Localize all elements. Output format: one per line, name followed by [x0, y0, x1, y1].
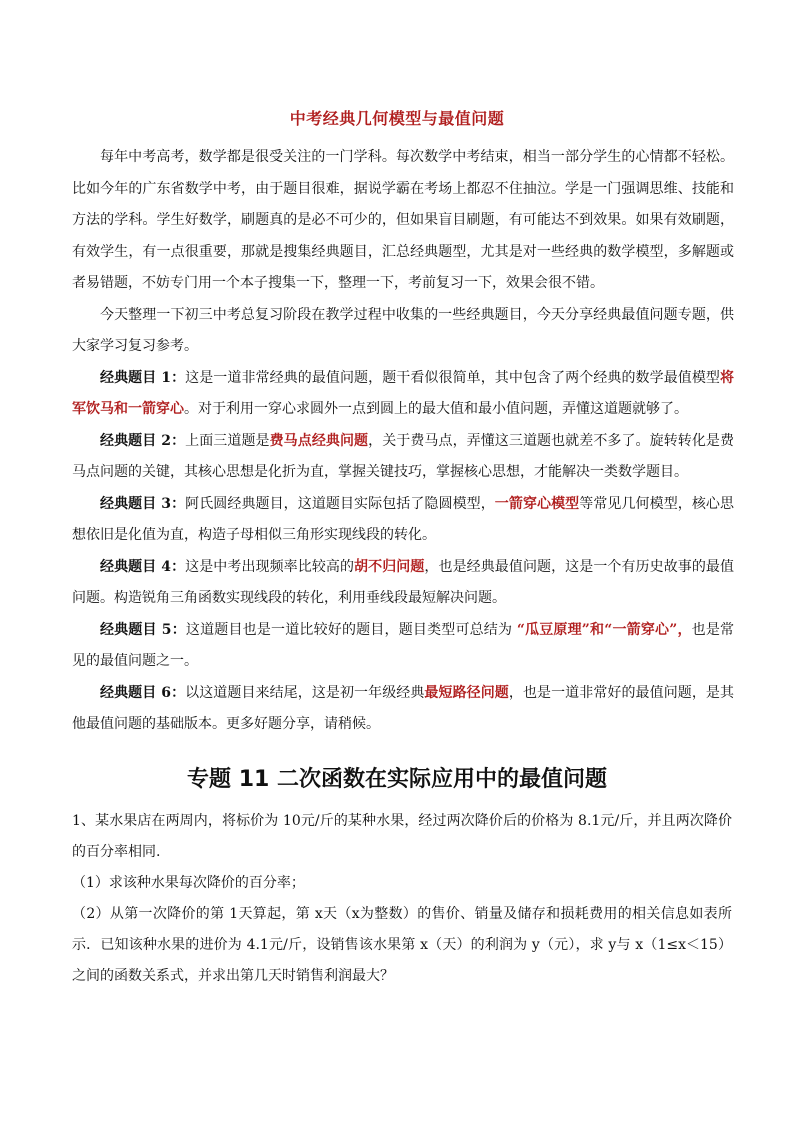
document-title: 中考经典几何模型与最值问题: [289, 109, 505, 128]
section-title: 专题 11 二次函数在实际应用中的最值问题: [187, 767, 607, 792]
classic-item-2: [72, 426, 734, 489]
classic-item-6: [72, 678, 734, 741]
question-part-2: （2）从第一次降价的第 1天算起，第 x天（x为整数）的售价、销量及储存和损耗费用的相关信息如表所示．已知该种水果的进价为 4.1元/斤，设销售该水果第 x（天）的利润为 y（元），求 y与 x（1≤x＜15）之间的函数关系式，并求出第几天时销售利润最大？: [72, 906, 732, 984]
item-text: 这是一道非常经典的最值问题，题干看似很简单，其中包含了两个经典的数学最值模型: [185, 369, 720, 386]
item-text: 以这道题目来结尾，这是初一年级经典: [185, 684, 425, 701]
question-part-1: （1）求该种水果每次降价的百分率；: [72, 875, 305, 891]
item-text: ，也是经典最值问题，这是一个有历史故事的最值问题。构造锐角三角函数实现线段的转化，利用垂线段最短解决问题。: [72, 558, 734, 606]
item-text: 这是中考出现频率比较高的: [185, 558, 355, 575]
item-label: 经典题目 6：: [100, 684, 186, 701]
item-text: 阿氏圆经典题目，这道题目实际包括了隐圆模型，: [185, 495, 495, 512]
item-label: 经典题目 4：: [100, 558, 186, 575]
item-highlight: “瓜豆原理”和“一箭穿心”，: [516, 621, 692, 638]
item-highlight: 一箭穿心模型: [494, 495, 580, 512]
item-text: 上面三道题是: [185, 432, 270, 449]
item-text: 这道题目也是一道比较好的题目，题目类型可总结为: [185, 621, 517, 638]
intro-section: [72, 142, 734, 741]
item-text: ，关于费马点，弄懂这三道题也就差不多了。旋转转化是费马点问题的关键，其核心思想是化折为直，掌握关键技巧，掌握核心思想，才能解决一类数学题目。: [72, 432, 734, 480]
item-highlight: 将军饮马和一箭穿心: [72, 369, 734, 417]
intro-paragraph-2: 今天整理一下初三中考总复习阶段在教学过程中收集的一些经典题目，今天分享经典最值问题专题，供大家学习复习参考。: [72, 306, 734, 354]
intro-paragraph-1: 每年中考高考，数学都是很受关注的一门学科。每次数学中考结束，相当一部分学生的心情都不轻松。比如今年的广东省数学中考，由于题目很难，据说学霸在考场上都忍不住抽泣。学是一门强调思维、技能和方法的学科。学生好数学，刷题真的是必不可少的，但如果盲目刷题，有可能达不到效果。如果有效刷题，有效学生，有一点很重要，那就是搜集经典题目，汇总经典题型，尤其是对一些经典的数学模型，多解题或者易错题，不妨专门用一个本子搜集一下，整理一下，考前复习一下，效果会很不错。: [72, 149, 734, 291]
classic-item-3: [72, 489, 734, 552]
item-label: 经典题目 1：: [100, 369, 186, 386]
item-text: ，也是一道非常好的最值问题，是其他最值问题的基础版本。更多好题分享，请稍候。: [72, 684, 734, 732]
item-text: 也是常见的最值问题之一。: [72, 621, 735, 669]
item-highlight: 胡不归问题: [354, 558, 425, 575]
item-label: 经典题目 3：: [100, 495, 186, 512]
item-label: 经典题目 5：: [100, 621, 186, 638]
item-text: 等常见几何模型，核心思想依旧是化值为直，构造子母相似三角形实现线段的转化。: [72, 495, 734, 543]
item-highlight: 最短路径问题: [424, 684, 509, 701]
question-stem: 1、某水果店在两周内，将标价为 10元/斤的某种水果，经过两次降价后的价格为 8.1元/斤，并且两次降价的百分率相同.: [72, 813, 732, 860]
classic-item-1: [72, 363, 734, 426]
item-text: 。对于利用一穿心求圆外一点到圆上的最大值和最小值问题，弄懂这道题就够了。: [184, 401, 688, 417]
classic-item-5: [72, 615, 734, 678]
item-highlight: 费马点经典问题: [269, 432, 369, 449]
question-block: [72, 806, 732, 992]
item-label: 经典题目 2：: [100, 432, 186, 449]
classic-item-4: [72, 552, 734, 615]
